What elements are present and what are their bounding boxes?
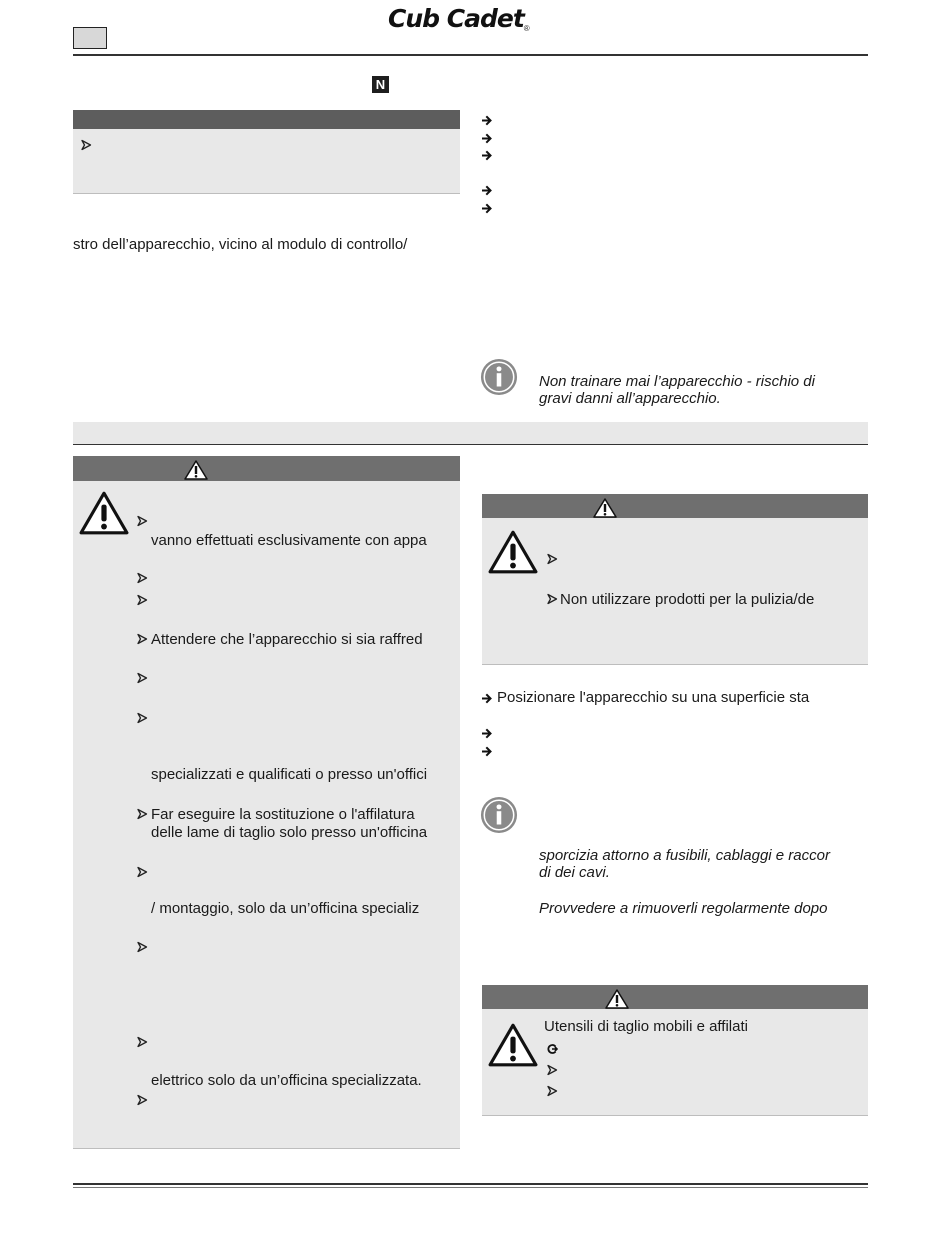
footer-rule-top: [73, 1183, 868, 1185]
warning-item: vanno effettuati esclusivamente con appa: [151, 532, 427, 549]
arrow-icon: [482, 150, 493, 161]
position-instruction: Posizionare l'apparecchio su una superficie sta: [497, 689, 810, 706]
warning-item: Attendere che l’apparecchio si sia raffred: [151, 631, 423, 648]
bullet-icon: [136, 1036, 148, 1048]
warning-item: specializzati e qualificati o presso un'offici: [151, 766, 428, 783]
language-badge: N: [372, 76, 389, 93]
registered-mark: ®: [523, 24, 530, 33]
arrow-icon: [482, 203, 493, 214]
warning-icon-small: [605, 989, 629, 1009]
warning-item: Non utilizzare prodotti per la pulizia/de: [560, 591, 815, 608]
bullet-icon: [136, 808, 148, 820]
bullet-icon: [80, 139, 92, 151]
footer-rule-bottom: [73, 1187, 868, 1188]
right-warning-header-1: [482, 494, 868, 518]
warning-item: Far eseguire la sostituzione o l'affilatura: [151, 806, 415, 823]
bullet-icon: [546, 1085, 558, 1097]
bullet-icon: [136, 941, 148, 953]
arrow-icon: [482, 185, 493, 196]
bullet-icon: [136, 572, 148, 584]
left-top-box-body: [73, 129, 460, 194]
info-note-line-1: Non trainare mai l’apparecchio - rischio di: [539, 373, 815, 390]
arrow-icon: [482, 728, 493, 739]
info-note-line-2: gravi danni all’apparecchio.: [539, 390, 721, 407]
bullet-icon: [546, 1064, 558, 1076]
cub-cadet-logo: [388, 4, 558, 36]
logo-text: Cub Cadet: [388, 4, 524, 33]
header-rule: [73, 54, 868, 56]
arrow-icon: [482, 115, 493, 126]
warning-icon-small: [184, 460, 208, 480]
arrow-icon: [482, 133, 493, 144]
circular-arrow-icon: [546, 1043, 558, 1055]
warning-icon: [488, 528, 538, 576]
warning-icon: [488, 1021, 538, 1069]
bullet-icon: [136, 594, 148, 606]
warning-item: elettrico solo da un’officina specializzata.: [151, 1072, 422, 1089]
bullet-icon: [136, 866, 148, 878]
bullet-icon: [136, 712, 148, 724]
warning-item: delle lame di taglio solo presso un'officina: [151, 824, 428, 841]
warning-item: / montaggio, solo da un’officina specializ: [151, 900, 420, 917]
info-note-line-3: Provvedere a rimuoverli regolarmente dopo: [539, 900, 828, 917]
info-note-line-2: di dei cavi.: [539, 864, 610, 881]
info-note-line-1: sporcizia attorno a fusibili, cablaggi e raccor: [539, 847, 830, 864]
left-top-box-header: [73, 110, 460, 129]
bullet-icon: [136, 515, 148, 527]
bullet-icon: [546, 553, 558, 565]
info-icon: [480, 358, 518, 396]
info-icon: [480, 796, 518, 834]
bullet-icon: [136, 672, 148, 684]
warning-title: Utensili di taglio mobili e affilati: [544, 1018, 748, 1035]
section-band: [73, 422, 868, 445]
left-warning-header: [73, 456, 460, 481]
bullet-icon: [136, 1094, 148, 1106]
arrow-icon: [482, 693, 493, 704]
right-warning-header-2: [482, 985, 868, 1009]
arrow-icon: [482, 746, 493, 757]
warning-icon: [79, 489, 129, 537]
warning-icon-small: [593, 498, 617, 518]
bullet-icon: [546, 593, 558, 605]
page-number-tab: [73, 27, 107, 49]
left-body-line: stro dell’apparecchio, vicino al modulo di controllo/: [73, 236, 408, 253]
bullet-icon: [136, 633, 148, 645]
